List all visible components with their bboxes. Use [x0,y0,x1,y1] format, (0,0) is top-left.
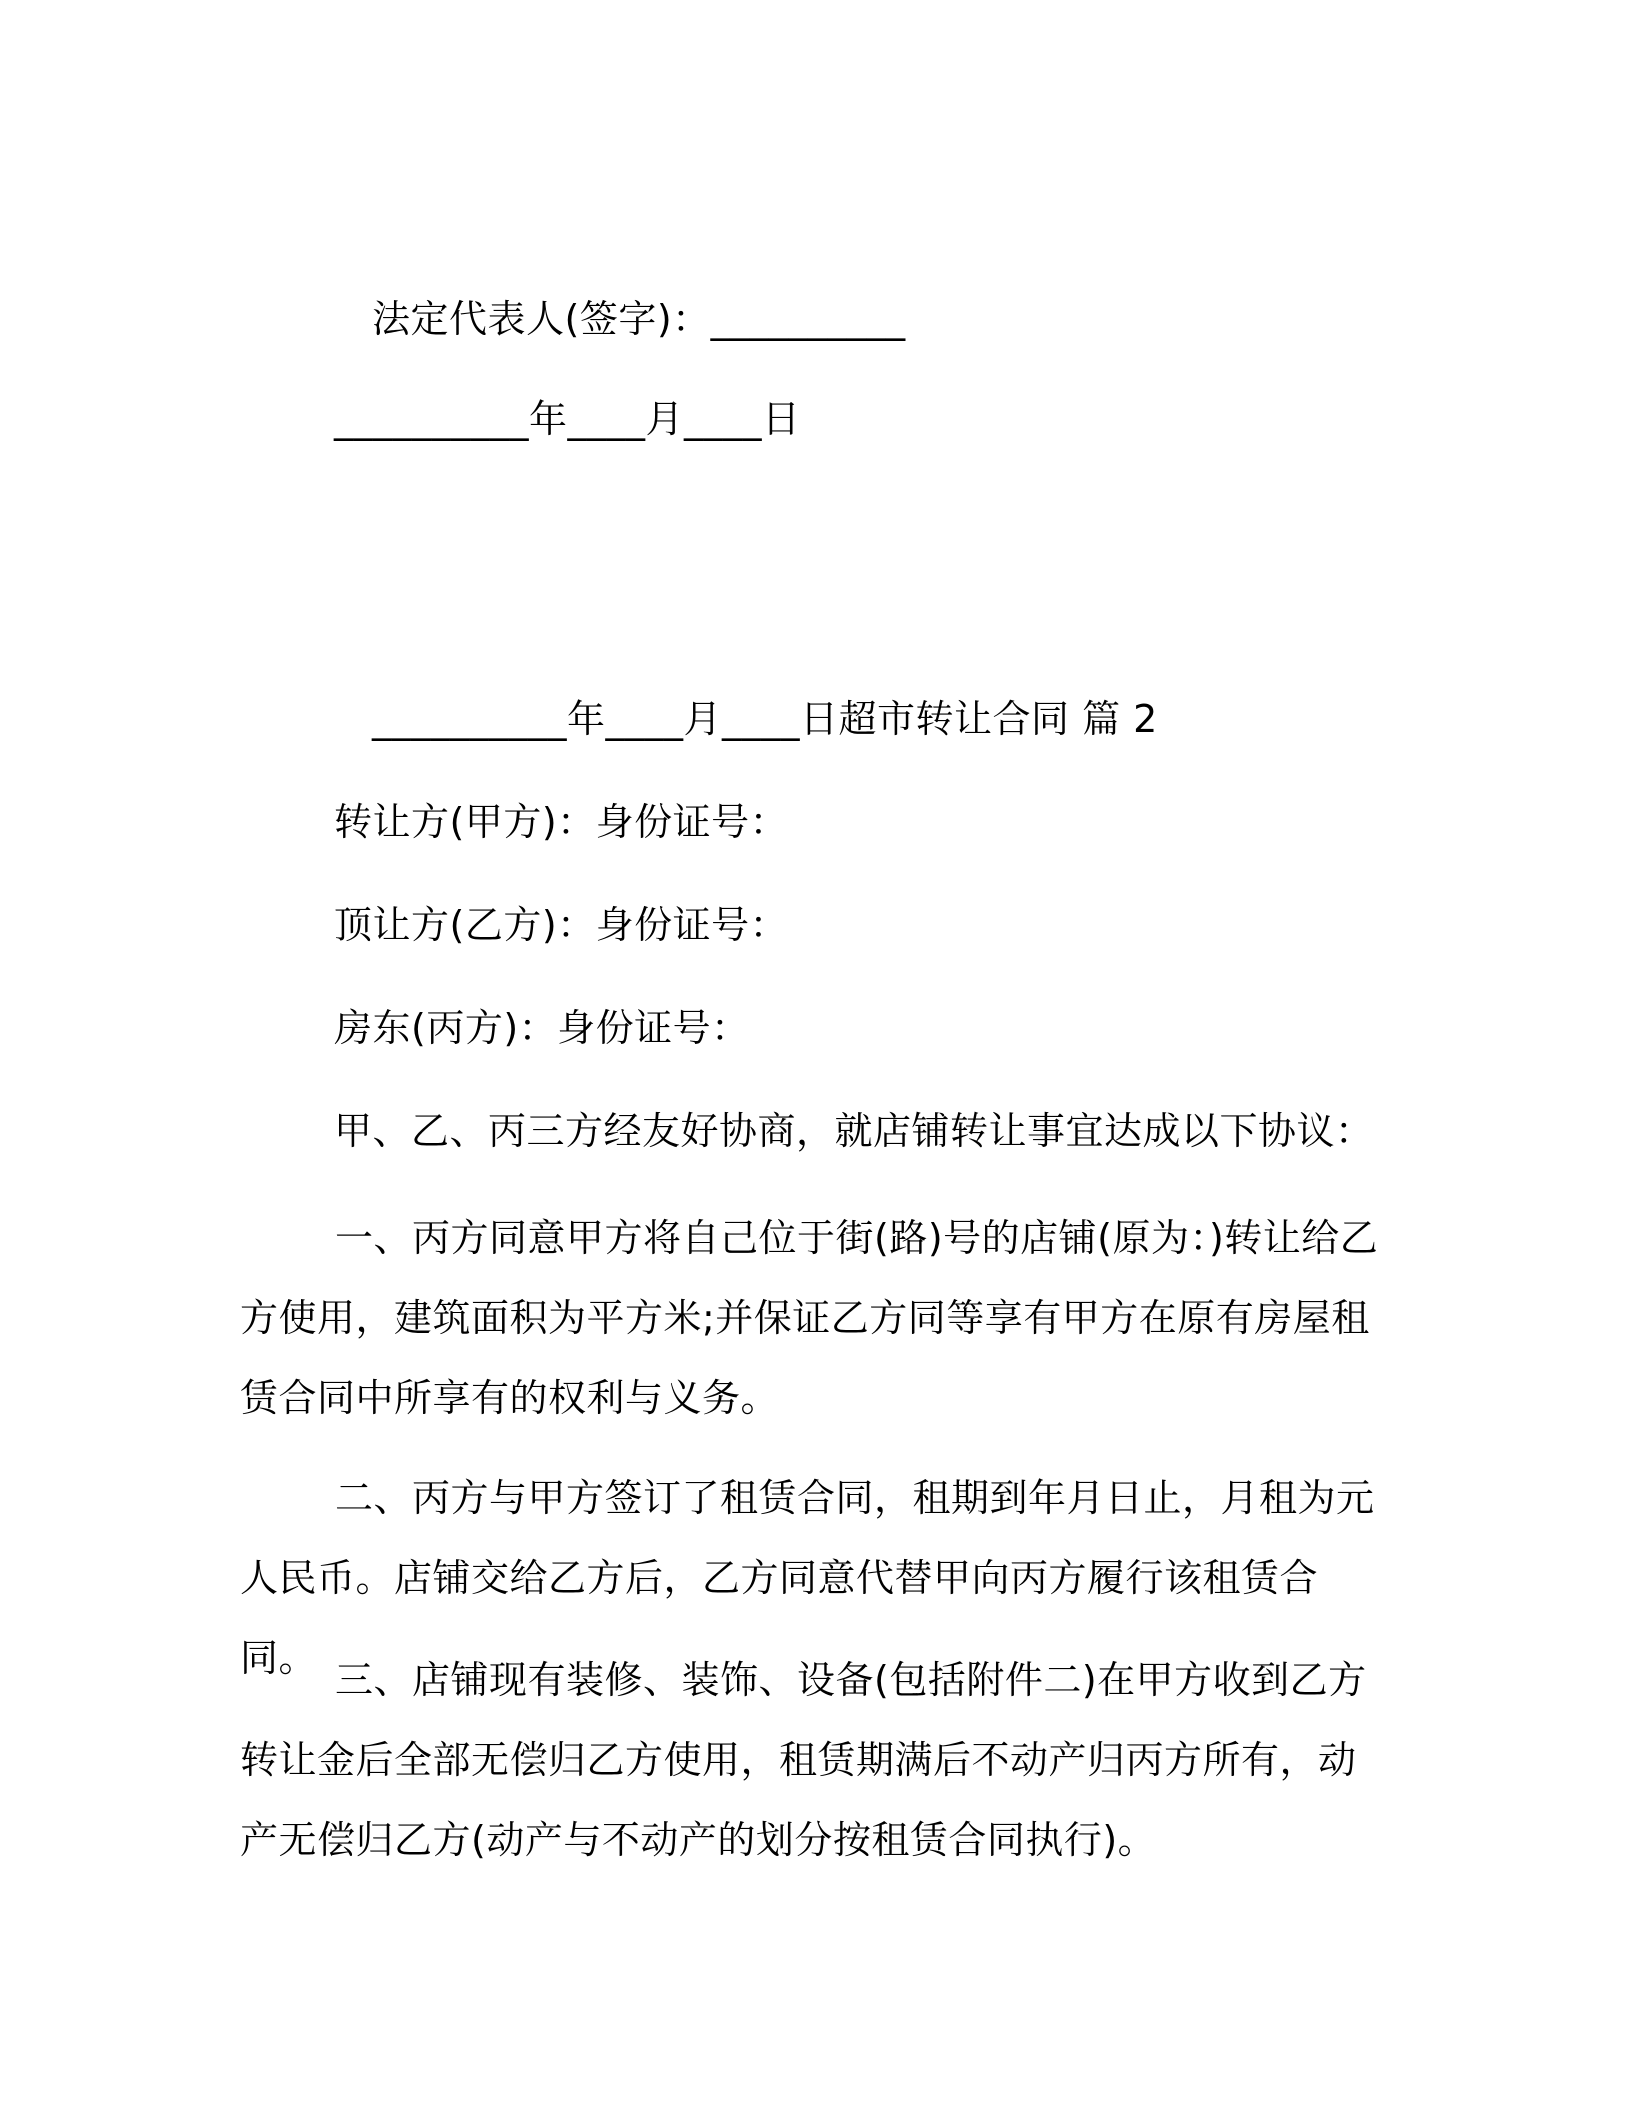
clause-3: 三、店铺现有装修、装饰、设备(包括附件二)在甲方收到乙方转让金后全部无偿归乙方使用，租赁期满后不动产归丙方所有，动产无偿归乙方(动产与不动产的划分按租赁合同执行)。 [240,1658,1367,1862]
party-a-line: 转让方(甲方)：身份证号： [334,800,789,844]
party-c-line: 房东(丙方)：身份证号： [334,1006,750,1050]
contract-heading: __________年____月____日超市转让合同 篇 2 [372,697,1158,741]
clause-1: 一、丙方同意甲方将自己位于街(路)号的店铺(原为：)转让给乙方使用，建筑面积为平方米;并保证乙方同等享有甲方在原有房屋租赁合同中所享有的权利与义务。 [240,1216,1379,1420]
party-b-line: 顶让方(乙方)：身份证号： [334,903,789,947]
signature-date-line: __________年____月____日 [334,397,801,441]
legal-representative-signature-line: 法定代表人(签字)：__________ [372,297,906,341]
clause-2: 二、丙方与甲方签订了租赁合同，租期到年月日止，月租为元人民币。店铺交给乙方后，乙方同意代替甲向丙方履行该租赁合同。 [240,1476,1375,1680]
agreement-intro: 甲、乙、丙三方经友好协商，就店铺转让事宜达成以下协议： [334,1109,1374,1153]
